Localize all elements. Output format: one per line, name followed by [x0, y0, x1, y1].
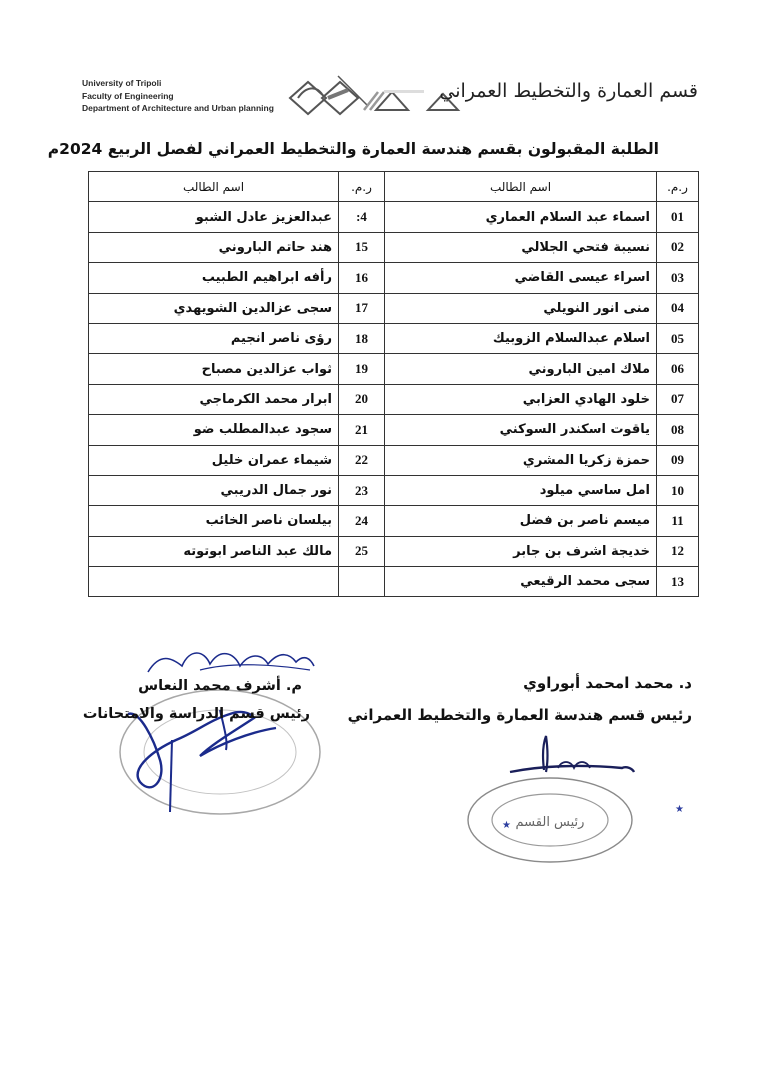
document-title: الطلبة المقبولون بقسم هندسة العمارة والتخطيط العمراني لفصل الربيع 2024م [47, 140, 659, 158]
table-row [89, 202, 699, 232]
student-name: سجى محمد الرقيعي [385, 567, 657, 597]
student-number: 19 [339, 354, 385, 384]
student-number: 11 [657, 506, 699, 536]
header-name-right: اسم الطالب [385, 172, 657, 202]
student-number: 06 [657, 354, 699, 384]
student-number: 07 [657, 384, 699, 414]
header-num-right: ر.م. [657, 172, 699, 202]
student-name: رؤى ناصر انجيم [89, 323, 339, 353]
exams-head-role: رئيس قسم الدراسة والامتحانات [82, 706, 310, 722]
table-row [89, 384, 699, 414]
handwritten-signature [510, 736, 634, 772]
student-name: ملاك امين الباروني [385, 354, 657, 384]
student-name: امل ساسي ميلود [385, 475, 657, 505]
student-name: نور جمال الدريبي [89, 475, 339, 505]
stamp-department-head [468, 778, 684, 862]
student-number: 18 [339, 323, 385, 353]
student-number: 17 [339, 293, 385, 323]
student-number: 02 [657, 232, 699, 262]
student-name: حمزة زكريا المشري [385, 445, 657, 475]
student-name: مالك عبد الناصر ابوتوته [89, 536, 339, 566]
university-name: University of Tripoli [82, 78, 162, 88]
student-name: سجى عزالدين الشويهدي [89, 293, 339, 323]
student-name: اسلام عبدالسلام الزوبيك [385, 323, 657, 353]
student-number: 09 [657, 445, 699, 475]
logo-geometric-mark [288, 76, 458, 116]
department-logo [288, 76, 698, 116]
student-name: ثواب عزالدين مصباح [89, 354, 339, 384]
table-row [89, 293, 699, 323]
student-number [339, 567, 385, 597]
student-name: سجود عبدالمطلب ضو [89, 415, 339, 445]
student-name: خلود الهادي العزابي [385, 384, 657, 414]
student-number: 22 [339, 445, 385, 475]
university-header-english [82, 77, 274, 115]
student-name: نسيبة فتحي الجلالي [385, 232, 657, 262]
faculty-name: Faculty of Engineering [82, 90, 174, 101]
student-name: منى انور النويلي [385, 293, 657, 323]
student-name: ابرار محمد الكرماجي [89, 384, 339, 414]
student-number: 04 [657, 293, 699, 323]
student-number: 03 [657, 263, 699, 293]
table-row [89, 323, 699, 353]
stamp-star-icon: ★ [675, 804, 684, 815]
student-number: 23 [339, 475, 385, 505]
student-number: 24 [339, 506, 385, 536]
student-number: 16 [339, 263, 385, 293]
student-number: 20 [339, 384, 385, 414]
student-number: 15 [339, 232, 385, 262]
student-number: 21 [339, 415, 385, 445]
exams-head-name: م. أشرف محمد النعاس [138, 678, 302, 694]
student-name [89, 567, 339, 597]
student-number: 01 [657, 202, 699, 232]
table-row [89, 263, 699, 293]
department-head-name: د. محمد امحمد أبوراوي [523, 674, 692, 692]
signature-block-department-head [347, 670, 710, 870]
table-header-row [89, 172, 699, 202]
table-row [89, 232, 699, 262]
students-table [88, 171, 699, 597]
student-number: 08 [657, 415, 699, 445]
department-head-role: رئيس قسم هندسة العمارة والتخطيط العمراني [347, 706, 692, 724]
student-name: هند حاتم الباروني [89, 232, 339, 262]
table-row [89, 567, 699, 597]
table-row [89, 415, 699, 445]
student-name: ياقوت اسكندر السوكني [385, 415, 657, 445]
student-number: 10 [657, 475, 699, 505]
table-row [89, 354, 699, 384]
stamp-label: رئيس القسم [515, 815, 585, 830]
header-name-left: اسم الطالب [89, 172, 339, 202]
student-number: 12 [657, 536, 699, 566]
student-number: 05 [657, 323, 699, 353]
student-name: شيماء عمران خليل [89, 445, 339, 475]
department-name: Department of Architecture and Urban planning [82, 103, 274, 113]
student-name: رأفه ابراهيم الطبيب [89, 263, 339, 293]
table-row [89, 506, 699, 536]
signature-block-exams-head [82, 640, 410, 820]
student-number: 13 [657, 567, 699, 597]
student-name: خديجة اشرف بن جابر [385, 536, 657, 566]
student-name: ميسم ناصر بن فضل [385, 506, 657, 536]
table-row [89, 536, 699, 566]
stamp-star-icon: ★ [502, 820, 511, 831]
header-num-left: ر.م. [339, 172, 385, 202]
table-row [89, 445, 699, 475]
logo-arabic-text: قسم العمارة والتخطيط العمراني [439, 80, 698, 102]
student-name: اسماء عبد السلام العماري [385, 202, 657, 232]
student-name: عبدالعزيز عادل الشبو [89, 202, 339, 232]
handwritten-name-signature [148, 653, 314, 672]
student-name: بيلسان ناصر الخائب [89, 506, 339, 536]
student-number: 25 [339, 536, 385, 566]
student-name: اسراء عيسى القاضي [385, 263, 657, 293]
student-number: 4: [339, 202, 385, 232]
table-row [89, 475, 699, 505]
